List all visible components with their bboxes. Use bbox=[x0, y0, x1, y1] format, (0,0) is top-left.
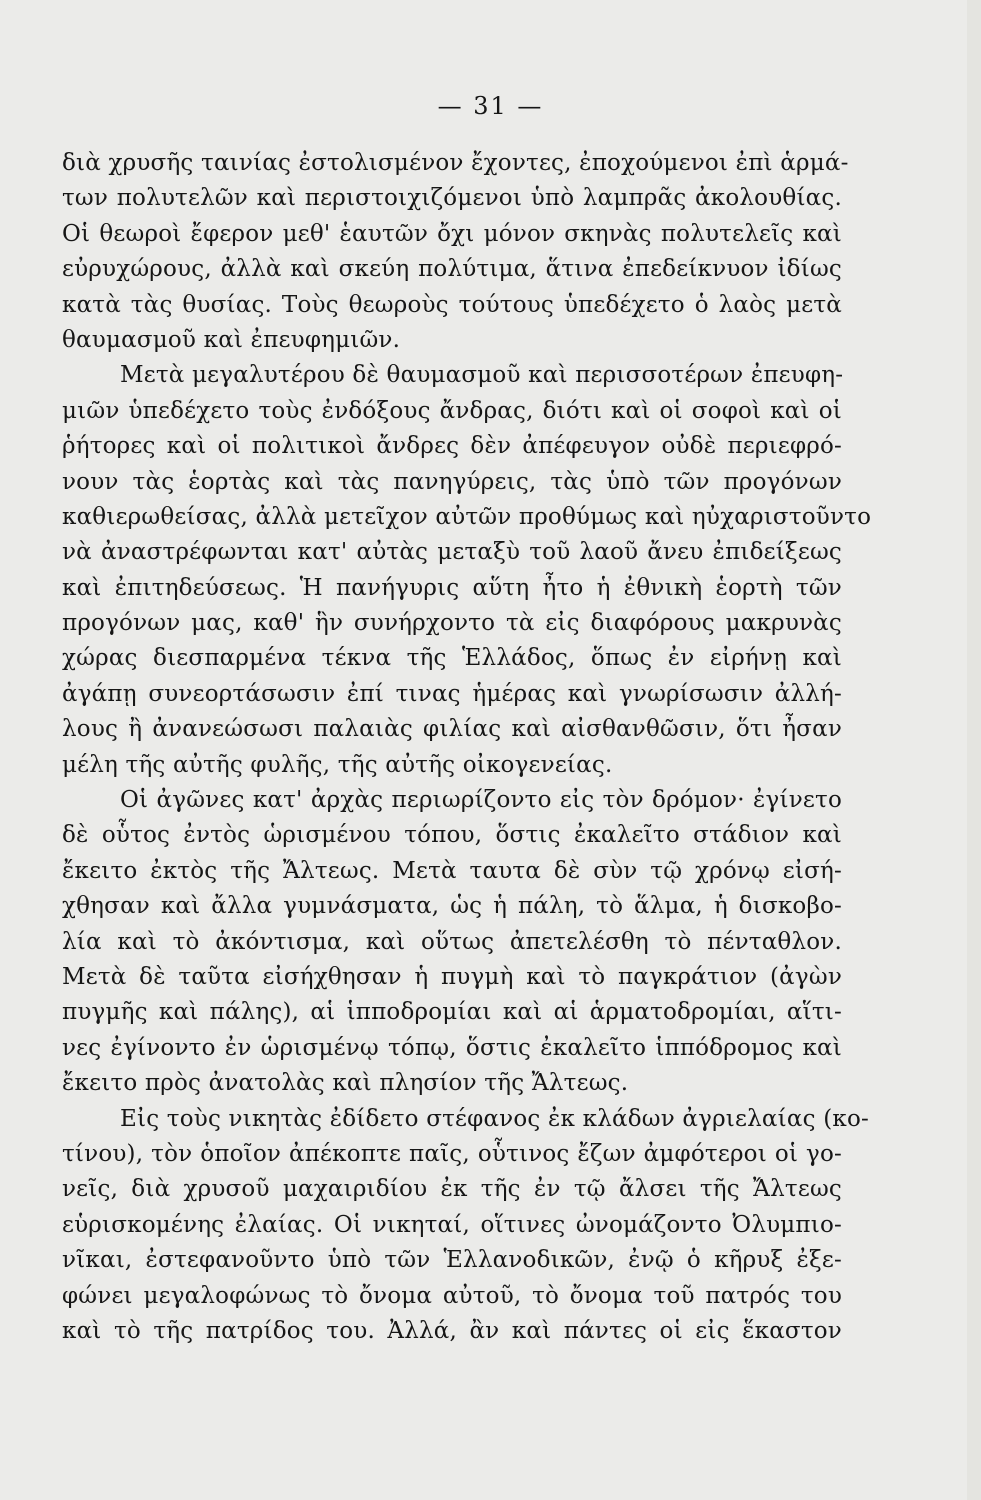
text-line: μιῶν ὑπεδέχετο τοὺς ἐνδόξους ἄνδρας, διότι καὶ οἱ σοφοὶ καὶ οἱ bbox=[62, 397, 842, 424]
text-line: εὑρισκομένης ἐλαίας. Οἱ νικηταί, οἵτινες ὠνομάζοντο Ὀλυμπιο- bbox=[62, 1211, 842, 1238]
text-line: των πολυτελῶν καὶ περιστοιχιζόμενοι ὑπὸ λαμπρᾶς ἀκολουθίας. bbox=[62, 185, 842, 212]
text-line: χθησαν καὶ ἄλλα γυμνάσματα, ὡς ἡ πάλη, τὸ ἅλμα, ἡ δισκοβο- bbox=[62, 893, 842, 920]
page-edge-shadow bbox=[967, 0, 981, 1500]
text-line: εὐρυχώρους, ἀλλὰ καὶ σκεύη πολύτιμα, ἅτινα ἐπεδείκνυον ἰδίως bbox=[62, 256, 842, 283]
text-line: δὲ οὗτος ἐντὸς ὡρισμένου τόπου, ὅστις ἐκαλεῖτο στάδιον καὶ bbox=[62, 822, 842, 849]
text-line: Οἱ θεωροὶ ἔφερον μεθ' ἑαυτῶν ὄχι μόνον σκηνὰς πολυτελεῖς καὶ bbox=[62, 220, 842, 247]
text-line: διὰ χρυσῆς ταινίας ἐστολισμένον ἔχοντες, ἐποχούμενοι ἐπὶ ἁρμά- bbox=[62, 150, 849, 176]
text-line: μέλη τῆς αὐτῆς φυλῆς, τῆς αὐτῆς οἰκογενείας. bbox=[62, 751, 613, 778]
text-line: ἔκειτο ἐκτὸς τῆς Ἄλτεως. Μετὰ ταυτα δὲ σὺν τῷ χρόνῳ εἰσή- bbox=[62, 857, 842, 884]
text-line: κατὰ τὰς θυσίας. Τοὺς θεωροὺς τούτους ὑπεδέχετο ὁ λαὸς μετὰ bbox=[62, 291, 842, 318]
text-line: θαυμασμοῦ καὶ ἐπευφημιῶν. bbox=[62, 326, 401, 353]
text-line: ῥήτορες καὶ οἱ πολιτικοὶ ἄνδρες δὲν ἀπέφευγον οὐδὲ περιεφρό- bbox=[62, 433, 842, 460]
paragraph-start-line: Εἰς τοὺς νικητὰς ἐδίδετο στέφανος ἐκ κλάδων ἀγριελαίας (κο- bbox=[120, 1105, 869, 1132]
paragraph-start-line: Μετὰ μεγαλυτέρου δὲ θαυμασμοῦ καὶ περισσοτέρων ἐπευφη- bbox=[120, 362, 844, 389]
text-line: χώρας διεσπαρμένα τέκνα τῆς Ἑλλάδος, ὅπως ἐν εἰρήνῃ καὶ bbox=[62, 645, 842, 672]
text-line: νεῖς, διὰ χρυσοῦ μαχαιριδίου ἐκ τῆς ἐν τῷ ἄλσει τῆς Ἄλτεως bbox=[62, 1176, 842, 1203]
text-line: καθιερωθείσας, ἀλλὰ μετεῖχον αὐτῶν προθύμως καὶ ηὐχαριστοῦντο bbox=[62, 503, 872, 530]
text-line: ἀγάπῃ συνεορτάσωσιν ἐπί τινας ἡμέρας καὶ γνωρίσωσιν ἀλλή- bbox=[62, 680, 842, 707]
text-line: λία καὶ τὸ ἀκόντισμα, καὶ οὕτως ἀπετελέσθη τὸ πένταθλον. bbox=[62, 928, 842, 955]
text-line: φώνει μεγαλοφώνως τὸ ὄνομα αὐτοῦ, τὸ ὄνομα τοῦ πατρός του bbox=[62, 1282, 842, 1309]
text-line: νὰ ἀναστρέφωνται κατ' αὐτὰς μεταξὺ τοῦ λαοῦ ἄνευ ἐπιδείξεως bbox=[62, 539, 842, 566]
text-line: Μετὰ δὲ ταῦτα εἰσήχθησαν ἡ πυγμὴ καὶ τὸ παγκράτιον (ἀγὼν bbox=[62, 963, 842, 990]
paragraph-start-line: Οἱ ἀγῶνες κατ' ἀρχὰς περιωρίζοντο εἰς τὸν δρόμον· ἐγίνετο bbox=[120, 787, 842, 814]
text-line: καὶ ἐπιτηδεύσεως. Ἡ πανήγυρις αὕτη ἦτο ἡ ἐθνικὴ ἑορτὴ τῶν bbox=[62, 574, 842, 601]
text-line: καὶ τὸ τῆς πατρίδος του. Ἀλλά, ἂν καὶ πάντες οἱ εἰς ἕκαστον bbox=[62, 1317, 842, 1344]
text-line: πυγμῆς καὶ πάλης), αἱ ἱπποδρομίαι καὶ αἱ ἁρματοδρομίαι, αἵτι- bbox=[62, 999, 842, 1026]
body-text bbox=[62, 146, 872, 1349]
text-line: λους ἢ ἀνανεώσωσι παλαιὰς φιλίας καὶ αἰσθανθῶσιν, ὅτι ἦσαν bbox=[62, 716, 842, 743]
text-line: νῖκαι, ἐστεφανοῦντο ὑπὸ τῶν Ἑλλανοδικῶν, ἐνῷ ὁ κῆρυξ ἐξε- bbox=[62, 1247, 842, 1274]
page-number: — 31 — bbox=[437, 92, 544, 120]
text-line: προγόνων μας, καθ' ἣν συνήρχοντο τὰ εἰς διαφόρους μακρυνὰς bbox=[62, 610, 842, 637]
text-line: ἔκειτο πρὸς ἀνατολὰς καὶ πλησίον τῆς Ἄλτεως. bbox=[62, 1070, 629, 1097]
text-line: τίνου), τὸν ὁποῖον ἀπέκοπτε παῖς, οὗτινος ἔζων ἀμφότεροι οἱ γο- bbox=[62, 1140, 842, 1167]
text-line: νουν τὰς ἑορτὰς καὶ τὰς πανηγύρεις, τὰς ὑπὸ τῶν προγόνων bbox=[62, 468, 842, 495]
text-line: νες ἐγίνοντο ἐν ὡρισμένῳ τόπῳ, ὅστις ἐκαλεῖτο ἱππόδρομος καὶ bbox=[62, 1034, 842, 1061]
